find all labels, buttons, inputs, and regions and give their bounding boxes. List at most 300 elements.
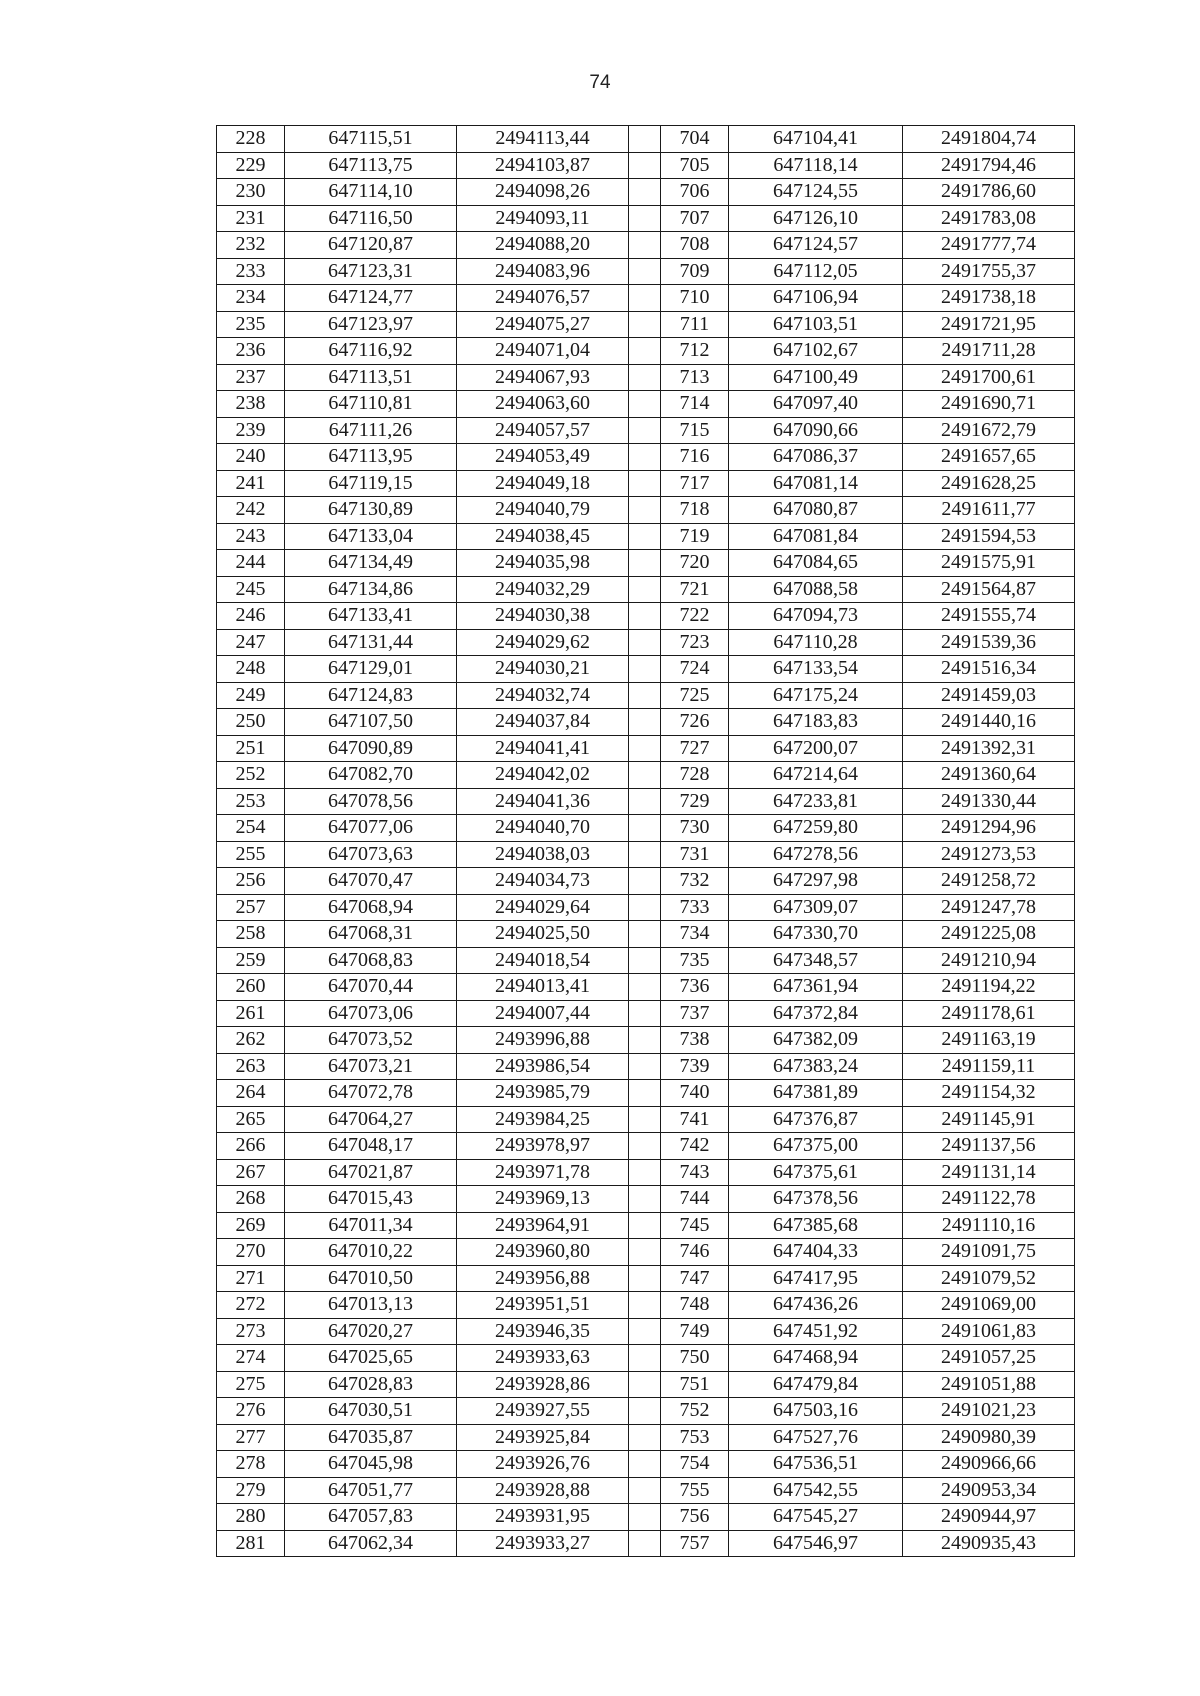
left-x-coordinate-cell: 647114,10 xyxy=(285,179,457,206)
right-y-coordinate-cell: 2491786,60 xyxy=(903,179,1075,206)
column-gap-cell xyxy=(629,894,661,921)
left-point-number-cell: 279 xyxy=(217,1477,285,1504)
right-point-number-cell: 753 xyxy=(661,1424,729,1451)
column-gap-cell xyxy=(629,1212,661,1239)
left-point-number-cell: 253 xyxy=(217,788,285,815)
left-point-number-cell: 232 xyxy=(217,232,285,259)
column-gap-cell xyxy=(629,258,661,285)
right-x-coordinate-cell: 647112,05 xyxy=(729,258,903,285)
right-x-coordinate-cell: 647546,97 xyxy=(729,1530,903,1557)
right-x-coordinate-cell: 647385,68 xyxy=(729,1212,903,1239)
left-point-number-cell: 266 xyxy=(217,1133,285,1160)
right-y-coordinate-cell: 2491273,53 xyxy=(903,841,1075,868)
right-x-coordinate-cell: 647545,27 xyxy=(729,1504,903,1531)
right-point-number-cell: 733 xyxy=(661,894,729,921)
left-x-coordinate-cell: 647051,77 xyxy=(285,1477,457,1504)
left-x-coordinate-cell: 647073,63 xyxy=(285,841,457,868)
right-point-number-cell: 711 xyxy=(661,311,729,338)
left-y-coordinate-cell: 2494103,87 xyxy=(457,152,629,179)
right-x-coordinate-cell: 647233,81 xyxy=(729,788,903,815)
right-x-coordinate-cell: 647375,61 xyxy=(729,1159,903,1186)
right-y-coordinate-cell: 2491657,65 xyxy=(903,444,1075,471)
left-x-coordinate-cell: 647123,97 xyxy=(285,311,457,338)
column-gap-cell xyxy=(629,576,661,603)
left-y-coordinate-cell: 2493931,95 xyxy=(457,1504,629,1531)
left-y-coordinate-cell: 2493996,88 xyxy=(457,1027,629,1054)
left-x-coordinate-cell: 647116,50 xyxy=(285,205,457,232)
left-point-number-cell: 256 xyxy=(217,868,285,895)
right-y-coordinate-cell: 2491091,75 xyxy=(903,1239,1075,1266)
right-point-number-cell: 740 xyxy=(661,1080,729,1107)
right-y-coordinate-cell: 2491794,46 xyxy=(903,152,1075,179)
table-row xyxy=(217,1477,1075,1504)
left-point-number-cell: 281 xyxy=(217,1530,285,1557)
left-y-coordinate-cell: 2493964,91 xyxy=(457,1212,629,1239)
right-x-coordinate-cell: 647124,57 xyxy=(729,232,903,259)
left-y-coordinate-cell: 2493985,79 xyxy=(457,1080,629,1107)
right-point-number-cell: 743 xyxy=(661,1159,729,1186)
left-y-coordinate-cell: 2493925,84 xyxy=(457,1424,629,1451)
left-x-coordinate-cell: 647073,06 xyxy=(285,1000,457,1027)
left-y-coordinate-cell: 2494034,73 xyxy=(457,868,629,895)
left-y-coordinate-cell: 2494053,49 xyxy=(457,444,629,471)
left-point-number-cell: 239 xyxy=(217,417,285,444)
right-x-coordinate-cell: 647404,33 xyxy=(729,1239,903,1266)
right-point-number-cell: 751 xyxy=(661,1371,729,1398)
right-x-coordinate-cell: 647118,14 xyxy=(729,152,903,179)
left-y-coordinate-cell: 2493971,78 xyxy=(457,1159,629,1186)
right-x-coordinate-cell: 647451,92 xyxy=(729,1318,903,1345)
column-gap-cell xyxy=(629,1000,661,1027)
column-gap-cell xyxy=(629,1292,661,1319)
column-gap-cell xyxy=(629,1239,661,1266)
left-x-coordinate-cell: 647015,43 xyxy=(285,1186,457,1213)
column-gap-cell xyxy=(629,1106,661,1133)
left-point-number-cell: 273 xyxy=(217,1318,285,1345)
table-row xyxy=(217,841,1075,868)
left-y-coordinate-cell: 2493978,97 xyxy=(457,1133,629,1160)
left-point-number-cell: 276 xyxy=(217,1398,285,1425)
left-point-number-cell: 254 xyxy=(217,815,285,842)
table-row xyxy=(217,868,1075,895)
left-x-coordinate-cell: 647064,27 xyxy=(285,1106,457,1133)
left-x-coordinate-cell: 647133,41 xyxy=(285,603,457,630)
left-x-coordinate-cell: 647072,78 xyxy=(285,1080,457,1107)
column-gap-cell xyxy=(629,1027,661,1054)
right-point-number-cell: 737 xyxy=(661,1000,729,1027)
right-point-number-cell: 748 xyxy=(661,1292,729,1319)
left-x-coordinate-cell: 647113,75 xyxy=(285,152,457,179)
left-y-coordinate-cell: 2494032,74 xyxy=(457,682,629,709)
right-y-coordinate-cell: 2491564,87 xyxy=(903,576,1075,603)
column-gap-cell xyxy=(629,152,661,179)
right-point-number-cell: 728 xyxy=(661,762,729,789)
left-x-coordinate-cell: 647030,51 xyxy=(285,1398,457,1425)
right-y-coordinate-cell: 2491110,16 xyxy=(903,1212,1075,1239)
right-point-number-cell: 750 xyxy=(661,1345,729,1372)
right-x-coordinate-cell: 647080,87 xyxy=(729,497,903,524)
right-x-coordinate-cell: 647468,94 xyxy=(729,1345,903,1372)
left-point-number-cell: 240 xyxy=(217,444,285,471)
column-gap-cell xyxy=(629,497,661,524)
right-x-coordinate-cell: 647527,76 xyxy=(729,1424,903,1451)
column-gap-cell xyxy=(629,391,661,418)
right-point-number-cell: 746 xyxy=(661,1239,729,1266)
left-x-coordinate-cell: 647021,87 xyxy=(285,1159,457,1186)
right-x-coordinate-cell: 647361,94 xyxy=(729,974,903,1001)
column-gap-cell xyxy=(629,1451,661,1478)
column-gap-cell xyxy=(629,629,661,656)
right-y-coordinate-cell: 2491611,77 xyxy=(903,497,1075,524)
left-x-coordinate-cell: 647057,83 xyxy=(285,1504,457,1531)
left-point-number-cell: 267 xyxy=(217,1159,285,1186)
right-y-coordinate-cell: 2490935,43 xyxy=(903,1530,1075,1557)
left-point-number-cell: 259 xyxy=(217,947,285,974)
left-point-number-cell: 230 xyxy=(217,179,285,206)
column-gap-cell xyxy=(629,444,661,471)
right-y-coordinate-cell: 2491159,11 xyxy=(903,1053,1075,1080)
column-gap-cell xyxy=(629,1398,661,1425)
right-point-number-cell: 756 xyxy=(661,1504,729,1531)
right-x-coordinate-cell: 647382,09 xyxy=(729,1027,903,1054)
table-row xyxy=(217,1530,1075,1557)
right-x-coordinate-cell: 647376,87 xyxy=(729,1106,903,1133)
right-x-coordinate-cell: 647383,24 xyxy=(729,1053,903,1080)
left-point-number-cell: 245 xyxy=(217,576,285,603)
left-x-coordinate-cell: 647010,22 xyxy=(285,1239,457,1266)
left-y-coordinate-cell: 2493933,63 xyxy=(457,1345,629,1372)
table-row xyxy=(217,417,1075,444)
left-x-coordinate-cell: 647134,49 xyxy=(285,550,457,577)
left-x-coordinate-cell: 647129,01 xyxy=(285,656,457,683)
left-y-coordinate-cell: 2494040,70 xyxy=(457,815,629,842)
left-point-number-cell: 229 xyxy=(217,152,285,179)
left-y-coordinate-cell: 2494038,03 xyxy=(457,841,629,868)
table-row xyxy=(217,1292,1075,1319)
table-row xyxy=(217,179,1075,206)
left-point-number-cell: 262 xyxy=(217,1027,285,1054)
right-x-coordinate-cell: 647106,94 xyxy=(729,285,903,312)
left-x-coordinate-cell: 647077,06 xyxy=(285,815,457,842)
right-x-coordinate-cell: 647133,54 xyxy=(729,656,903,683)
right-x-coordinate-cell: 647103,51 xyxy=(729,311,903,338)
right-y-coordinate-cell: 2491294,96 xyxy=(903,815,1075,842)
left-y-coordinate-cell: 2494063,60 xyxy=(457,391,629,418)
right-y-coordinate-cell: 2491258,72 xyxy=(903,868,1075,895)
right-y-coordinate-cell: 2491738,18 xyxy=(903,285,1075,312)
right-y-coordinate-cell: 2491711,28 xyxy=(903,338,1075,365)
left-y-coordinate-cell: 2494013,41 xyxy=(457,974,629,1001)
right-point-number-cell: 713 xyxy=(661,364,729,391)
column-gap-cell xyxy=(629,311,661,338)
left-point-number-cell: 263 xyxy=(217,1053,285,1080)
left-y-coordinate-cell: 2493927,55 xyxy=(457,1398,629,1425)
left-x-coordinate-cell: 647068,83 xyxy=(285,947,457,974)
right-point-number-cell: 719 xyxy=(661,523,729,550)
left-point-number-cell: 265 xyxy=(217,1106,285,1133)
left-x-coordinate-cell: 647070,44 xyxy=(285,974,457,1001)
left-point-number-cell: 236 xyxy=(217,338,285,365)
left-y-coordinate-cell: 2494083,96 xyxy=(457,258,629,285)
right-point-number-cell: 745 xyxy=(661,1212,729,1239)
column-gap-cell xyxy=(629,232,661,259)
right-x-coordinate-cell: 647086,37 xyxy=(729,444,903,471)
left-y-coordinate-cell: 2494029,62 xyxy=(457,629,629,656)
right-point-number-cell: 755 xyxy=(661,1477,729,1504)
right-x-coordinate-cell: 647348,57 xyxy=(729,947,903,974)
table-row xyxy=(217,603,1075,630)
left-y-coordinate-cell: 2494032,29 xyxy=(457,576,629,603)
right-y-coordinate-cell: 2491440,16 xyxy=(903,709,1075,736)
left-point-number-cell: 231 xyxy=(217,205,285,232)
right-y-coordinate-cell: 2491516,34 xyxy=(903,656,1075,683)
right-y-coordinate-cell: 2491777,74 xyxy=(903,232,1075,259)
column-gap-cell xyxy=(629,285,661,312)
left-point-number-cell: 252 xyxy=(217,762,285,789)
right-y-coordinate-cell: 2491700,61 xyxy=(903,364,1075,391)
table-row xyxy=(217,1212,1075,1239)
table-row xyxy=(217,470,1075,497)
coordinates-table xyxy=(216,125,1075,1557)
left-x-coordinate-cell: 647116,92 xyxy=(285,338,457,365)
column-gap-cell xyxy=(629,921,661,948)
right-y-coordinate-cell: 2491360,64 xyxy=(903,762,1075,789)
right-point-number-cell: 736 xyxy=(661,974,729,1001)
left-x-coordinate-cell: 647113,51 xyxy=(285,364,457,391)
right-y-coordinate-cell: 2491392,31 xyxy=(903,735,1075,762)
left-x-coordinate-cell: 647113,95 xyxy=(285,444,457,471)
right-y-coordinate-cell: 2491194,22 xyxy=(903,974,1075,1001)
column-gap-cell xyxy=(629,126,661,153)
table-row xyxy=(217,1053,1075,1080)
left-x-coordinate-cell: 647134,86 xyxy=(285,576,457,603)
left-point-number-cell: 237 xyxy=(217,364,285,391)
left-x-coordinate-cell: 647073,52 xyxy=(285,1027,457,1054)
left-x-coordinate-cell: 647035,87 xyxy=(285,1424,457,1451)
column-gap-cell xyxy=(629,1371,661,1398)
right-y-coordinate-cell: 2491021,23 xyxy=(903,1398,1075,1425)
left-x-coordinate-cell: 647070,47 xyxy=(285,868,457,895)
right-point-number-cell: 723 xyxy=(661,629,729,656)
right-point-number-cell: 727 xyxy=(661,735,729,762)
column-gap-cell xyxy=(629,1133,661,1160)
column-gap-cell xyxy=(629,815,661,842)
left-x-coordinate-cell: 647130,89 xyxy=(285,497,457,524)
table-row xyxy=(217,152,1075,179)
table-row xyxy=(217,1424,1075,1451)
table-row xyxy=(217,1027,1075,1054)
right-x-coordinate-cell: 647214,64 xyxy=(729,762,903,789)
left-point-number-cell: 233 xyxy=(217,258,285,285)
left-y-coordinate-cell: 2493951,51 xyxy=(457,1292,629,1319)
right-x-coordinate-cell: 647102,67 xyxy=(729,338,903,365)
column-gap-cell xyxy=(629,762,661,789)
left-point-number-cell: 272 xyxy=(217,1292,285,1319)
right-y-coordinate-cell: 2491755,37 xyxy=(903,258,1075,285)
left-y-coordinate-cell: 2494093,11 xyxy=(457,205,629,232)
left-y-coordinate-cell: 2494113,44 xyxy=(457,126,629,153)
table-row xyxy=(217,497,1075,524)
column-gap-cell xyxy=(629,1318,661,1345)
left-y-coordinate-cell: 2494042,02 xyxy=(457,762,629,789)
column-gap-cell xyxy=(629,603,661,630)
right-y-coordinate-cell: 2490953,34 xyxy=(903,1477,1075,1504)
right-y-coordinate-cell: 2491178,61 xyxy=(903,1000,1075,1027)
column-gap-cell xyxy=(629,868,661,895)
table-row xyxy=(217,311,1075,338)
left-point-number-cell: 268 xyxy=(217,1186,285,1213)
right-x-coordinate-cell: 647084,65 xyxy=(729,550,903,577)
left-point-number-cell: 257 xyxy=(217,894,285,921)
left-x-coordinate-cell: 647119,15 xyxy=(285,470,457,497)
right-point-number-cell: 741 xyxy=(661,1106,729,1133)
right-x-coordinate-cell: 647081,14 xyxy=(729,470,903,497)
right-point-number-cell: 739 xyxy=(661,1053,729,1080)
table-row xyxy=(217,1345,1075,1372)
right-point-number-cell: 752 xyxy=(661,1398,729,1425)
right-point-number-cell: 744 xyxy=(661,1186,729,1213)
right-point-number-cell: 712 xyxy=(661,338,729,365)
right-y-coordinate-cell: 2491594,53 xyxy=(903,523,1075,550)
right-x-coordinate-cell: 647309,07 xyxy=(729,894,903,921)
table-row xyxy=(217,1159,1075,1186)
table-row xyxy=(217,126,1075,153)
left-y-coordinate-cell: 2494076,57 xyxy=(457,285,629,312)
right-point-number-cell: 708 xyxy=(661,232,729,259)
right-point-number-cell: 707 xyxy=(661,205,729,232)
table-row xyxy=(217,1080,1075,1107)
left-y-coordinate-cell: 2494088,20 xyxy=(457,232,629,259)
left-y-coordinate-cell: 2494030,21 xyxy=(457,656,629,683)
column-gap-cell xyxy=(629,523,661,550)
column-gap-cell xyxy=(629,1265,661,1292)
right-y-coordinate-cell: 2491628,25 xyxy=(903,470,1075,497)
right-point-number-cell: 722 xyxy=(661,603,729,630)
left-point-number-cell: 238 xyxy=(217,391,285,418)
left-x-coordinate-cell: 647025,65 xyxy=(285,1345,457,1372)
table-row xyxy=(217,1239,1075,1266)
table-row xyxy=(217,1318,1075,1345)
left-point-number-cell: 261 xyxy=(217,1000,285,1027)
right-y-coordinate-cell: 2491210,94 xyxy=(903,947,1075,974)
coordinates-table-body xyxy=(217,126,1075,1557)
right-point-number-cell: 738 xyxy=(661,1027,729,1054)
column-gap-cell xyxy=(629,788,661,815)
left-point-number-cell: 274 xyxy=(217,1345,285,1372)
right-y-coordinate-cell: 2491122,78 xyxy=(903,1186,1075,1213)
right-point-number-cell: 710 xyxy=(661,285,729,312)
column-gap-cell xyxy=(629,1080,661,1107)
table-row xyxy=(217,974,1075,1001)
table-row xyxy=(217,232,1075,259)
right-x-coordinate-cell: 647278,56 xyxy=(729,841,903,868)
table-row xyxy=(217,391,1075,418)
right-y-coordinate-cell: 2491145,91 xyxy=(903,1106,1075,1133)
left-x-coordinate-cell: 647068,94 xyxy=(285,894,457,921)
right-x-coordinate-cell: 647081,84 xyxy=(729,523,903,550)
table-row xyxy=(217,1398,1075,1425)
right-point-number-cell: 732 xyxy=(661,868,729,895)
left-point-number-cell: 280 xyxy=(217,1504,285,1531)
column-gap-cell xyxy=(629,1477,661,1504)
right-y-coordinate-cell: 2491672,79 xyxy=(903,417,1075,444)
left-y-coordinate-cell: 2494057,57 xyxy=(457,417,629,444)
left-y-coordinate-cell: 2494040,79 xyxy=(457,497,629,524)
left-point-number-cell: 258 xyxy=(217,921,285,948)
left-x-coordinate-cell: 647028,83 xyxy=(285,1371,457,1398)
left-x-coordinate-cell: 647011,34 xyxy=(285,1212,457,1239)
column-gap-cell xyxy=(629,1424,661,1451)
table-row xyxy=(217,205,1075,232)
right-y-coordinate-cell: 2491539,36 xyxy=(903,629,1075,656)
right-point-number-cell: 720 xyxy=(661,550,729,577)
right-y-coordinate-cell: 2491225,08 xyxy=(903,921,1075,948)
right-x-coordinate-cell: 647375,00 xyxy=(729,1133,903,1160)
right-x-coordinate-cell: 647417,95 xyxy=(729,1265,903,1292)
right-x-coordinate-cell: 647110,28 xyxy=(729,629,903,656)
left-x-coordinate-cell: 647013,13 xyxy=(285,1292,457,1319)
table-row xyxy=(217,815,1075,842)
left-point-number-cell: 234 xyxy=(217,285,285,312)
left-y-coordinate-cell: 2494030,38 xyxy=(457,603,629,630)
column-gap-cell xyxy=(629,470,661,497)
left-point-number-cell: 242 xyxy=(217,497,285,524)
right-x-coordinate-cell: 647094,73 xyxy=(729,603,903,630)
left-point-number-cell: 228 xyxy=(217,126,285,153)
left-point-number-cell: 246 xyxy=(217,603,285,630)
right-point-number-cell: 749 xyxy=(661,1318,729,1345)
left-y-coordinate-cell: 2494018,54 xyxy=(457,947,629,974)
left-x-coordinate-cell: 647020,27 xyxy=(285,1318,457,1345)
right-x-coordinate-cell: 647372,84 xyxy=(729,1000,903,1027)
column-gap-cell xyxy=(629,974,661,1001)
left-x-coordinate-cell: 647048,17 xyxy=(285,1133,457,1160)
column-gap-cell xyxy=(629,417,661,444)
left-y-coordinate-cell: 2493960,80 xyxy=(457,1239,629,1266)
right-point-number-cell: 754 xyxy=(661,1451,729,1478)
left-x-coordinate-cell: 647045,98 xyxy=(285,1451,457,1478)
left-y-coordinate-cell: 2494098,26 xyxy=(457,179,629,206)
right-point-number-cell: 705 xyxy=(661,152,729,179)
left-point-number-cell: 235 xyxy=(217,311,285,338)
column-gap-cell xyxy=(629,364,661,391)
left-x-coordinate-cell: 647010,50 xyxy=(285,1265,457,1292)
right-x-coordinate-cell: 647100,49 xyxy=(729,364,903,391)
right-x-coordinate-cell: 647183,83 xyxy=(729,709,903,736)
right-point-number-cell: 729 xyxy=(661,788,729,815)
left-point-number-cell: 264 xyxy=(217,1080,285,1107)
left-point-number-cell: 277 xyxy=(217,1424,285,1451)
left-y-coordinate-cell: 2493956,88 xyxy=(457,1265,629,1292)
left-point-number-cell: 269 xyxy=(217,1212,285,1239)
left-x-coordinate-cell: 647124,77 xyxy=(285,285,457,312)
column-gap-cell xyxy=(629,205,661,232)
right-y-coordinate-cell: 2491783,08 xyxy=(903,205,1075,232)
left-y-coordinate-cell: 2493984,25 xyxy=(457,1106,629,1133)
column-gap-cell xyxy=(629,735,661,762)
left-x-coordinate-cell: 647120,87 xyxy=(285,232,457,259)
table-row xyxy=(217,788,1075,815)
right-x-coordinate-cell: 647090,66 xyxy=(729,417,903,444)
right-x-coordinate-cell: 647381,89 xyxy=(729,1080,903,1107)
right-x-coordinate-cell: 647124,55 xyxy=(729,179,903,206)
left-y-coordinate-cell: 2493926,76 xyxy=(457,1451,629,1478)
left-y-coordinate-cell: 2494037,84 xyxy=(457,709,629,736)
left-point-number-cell: 249 xyxy=(217,682,285,709)
left-point-number-cell: 241 xyxy=(217,470,285,497)
right-y-coordinate-cell: 2491061,83 xyxy=(903,1318,1075,1345)
right-point-number-cell: 724 xyxy=(661,656,729,683)
